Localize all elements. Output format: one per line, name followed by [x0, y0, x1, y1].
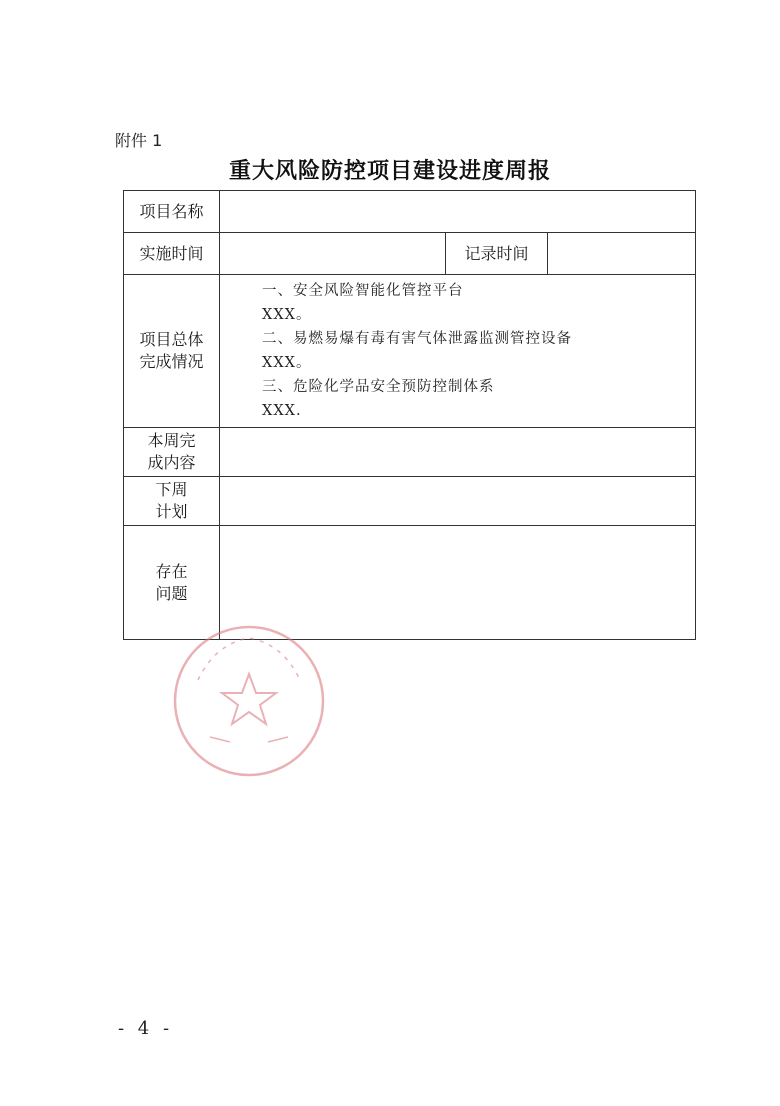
- progress-line: XXX。: [262, 307, 312, 323]
- progress-line: 三、危险化学品安全预防控制体系: [262, 379, 495, 395]
- overall-progress-label-line2: 完成情况: [139, 352, 204, 371]
- next-week-label-line2: 计划: [155, 502, 188, 521]
- overall-progress-label-line1: 项目总体: [139, 330, 204, 349]
- seal-outer-ring: [175, 627, 323, 775]
- next-week-label-line1: 下周: [155, 480, 188, 499]
- this-week-label-line1: 本周完: [147, 431, 196, 450]
- implementation-time-field[interactable]: [220, 233, 446, 275]
- weekly-report-table: [123, 190, 696, 640]
- overall-progress-label: [124, 275, 220, 428]
- record-time-label-text: 记录时间: [464, 243, 529, 263]
- progress-line: 一、安全风险智能化管控平台: [262, 283, 464, 299]
- seal-bottom-mark: [210, 737, 288, 742]
- project-name-field[interactable]: [220, 191, 696, 233]
- time-row: [124, 233, 696, 275]
- next-week-row: [124, 477, 696, 526]
- implementation-time-label: [124, 233, 220, 275]
- implementation-time-label-text: 实施时间: [139, 243, 204, 263]
- this-week-label: [124, 428, 220, 477]
- this-week-field[interactable]: [220, 428, 696, 477]
- page-number: - 4 -: [118, 1018, 174, 1039]
- document-title: 重大风险防控项目建设进度周报: [228, 158, 551, 184]
- issues-label-line1: 存在: [155, 561, 188, 581]
- record-time-field[interactable]: [548, 233, 696, 275]
- this-week-label-line2: 成内容: [147, 453, 196, 472]
- project-name-label: [124, 191, 220, 233]
- overall-progress-content[interactable]: [220, 275, 696, 428]
- official-seal: [170, 622, 328, 780]
- attachment-label: 附件 1: [115, 131, 163, 150]
- next-week-label: [124, 477, 220, 526]
- seal-star: [222, 674, 276, 724]
- issues-label-line2: 问题: [155, 583, 188, 603]
- record-time-label: [446, 233, 548, 275]
- next-week-field[interactable]: [220, 477, 696, 526]
- progress-line: XXX。: [262, 355, 312, 371]
- project-name-row: [124, 191, 696, 233]
- project-name-label-text: 项目名称: [139, 201, 204, 221]
- this-week-row: [124, 428, 696, 477]
- overall-progress-row: [124, 275, 696, 428]
- progress-line: XXX.: [262, 403, 302, 419]
- progress-line: 二、易燃易爆有毒有害气体泄露监测管控设备: [262, 331, 572, 347]
